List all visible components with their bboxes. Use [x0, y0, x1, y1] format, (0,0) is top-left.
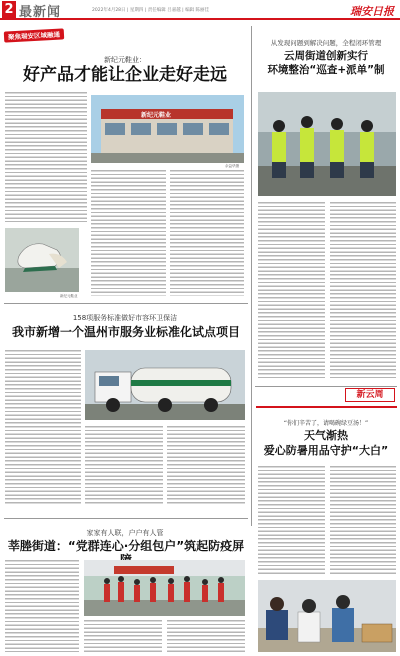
article4-headline-line1: 云周街道创新实行 — [284, 50, 368, 62]
newspaper-logo: 瑞安日报 — [350, 5, 394, 18]
article3-photo-volunteers — [84, 560, 245, 616]
article2-body-col3 — [167, 426, 245, 504]
article3-body-col1 — [5, 560, 79, 652]
article4-headline-line2: 环境整治“巡查+派单”制 — [267, 64, 385, 76]
article4-body-col2 — [330, 202, 396, 380]
article4-kicker: 从发现问题到解决问题，全程闭环管理 — [270, 39, 382, 47]
article1-headline: 好产品才能让企业走好走远 — [23, 65, 227, 85]
article5-photo-volunteers — [258, 580, 396, 652]
article1-photo2-caption: 余益华摄 — [225, 164, 239, 168]
section-tag-xinyunzhou: 新云周 — [345, 388, 395, 402]
article1-photo-shoe — [5, 228, 79, 292]
article2-body-col2 — [85, 426, 163, 504]
article3-body-col2 — [84, 620, 162, 652]
article4-photo-patrol — [258, 92, 396, 196]
article1-kicker: 新纪元鞋业： — [104, 56, 146, 64]
article1-photo-caption: 新纪元鞋业 — [60, 294, 78, 298]
article2-kicker: 158项服务标准做好市容环卫保洁 — [72, 314, 178, 322]
page-number: 2 — [2, 1, 16, 18]
article2-body-col1 — [5, 350, 81, 504]
article1-photo-building — [91, 95, 244, 163]
page-meta: 2022年4月28日 | 星期四 | 责任编辑 吕嘉越 | 编辑 陈丽佳 — [92, 8, 210, 13]
article3-kicker: 家家有人联，户户有人管 — [86, 529, 164, 537]
section-divider-1 — [4, 303, 248, 304]
article3-body-col3 — [167, 620, 245, 652]
article2-headline: 我市新增一个温州市服务业标准化试点项目 — [11, 325, 240, 339]
section-divider-right — [255, 386, 397, 387]
masthead — [0, 0, 400, 20]
article5-body-col2 — [330, 466, 396, 576]
section-divider-2 — [4, 518, 248, 519]
article1-body-col3 — [170, 170, 244, 296]
tag-underline — [256, 406, 397, 408]
article5-body-col1 — [258, 466, 325, 576]
article5-kicker: “你们辛苦了，请喝碗绿豆汤！” — [283, 420, 369, 427]
article5-headline-line1: 天气渐热 — [304, 429, 348, 442]
article4-body-col1 — [258, 202, 325, 380]
page-title: 最新闻 — [19, 5, 62, 20]
article1-body-col2 — [91, 170, 166, 296]
article3-headline: 莘塍街道：“党群连心·分组包户”筑起防疫屏 — [7, 539, 245, 553]
article1-body-col1 — [5, 92, 87, 222]
article2-photo-truck — [85, 350, 245, 420]
article5-headline-line2: 爱心防暑用品守护“大白” — [263, 444, 389, 457]
section-brand-badge: 聚焦瑞安区域融通 — [4, 28, 64, 42]
column-divider — [251, 26, 252, 526]
article1-building-sign: 新纪元鞋业 — [141, 112, 172, 119]
